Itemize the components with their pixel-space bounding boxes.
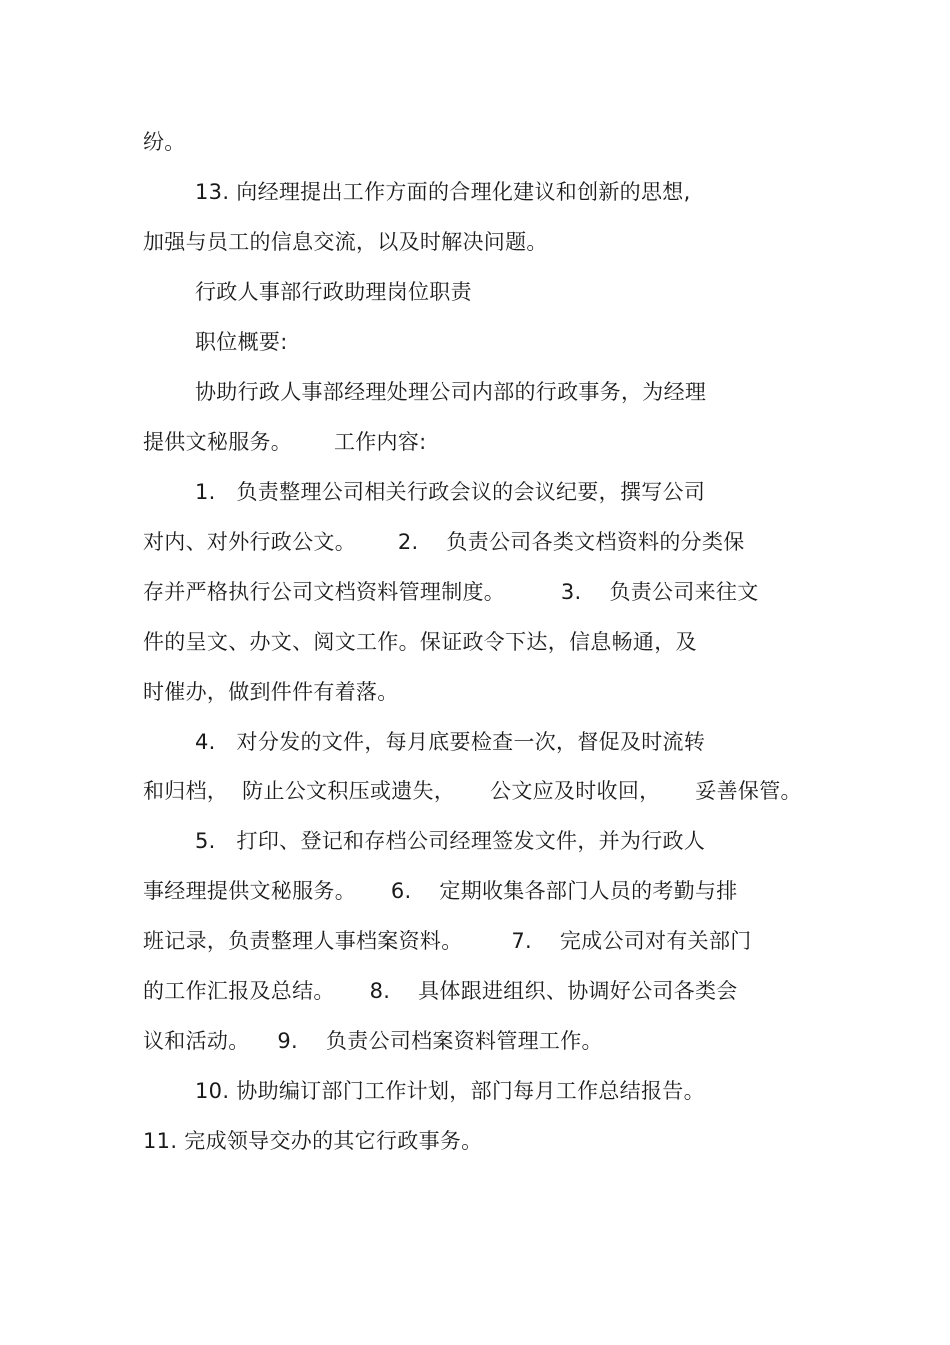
text-line: 1. 负责整理公司相关行政会议的会议纪要，撰写公司 — [195, 480, 706, 504]
text-line: 提供文秘服务。 工作内容: — [143, 430, 427, 454]
text-line: 协助行政人事部经理处理公司内部的行政事务，为经理 — [195, 380, 707, 404]
text-line: 的工作汇报及总结。 8. 具体跟进组织、协调好公司各类会 — [143, 979, 738, 1003]
text-line: 纷。 — [143, 130, 186, 154]
text-line: 4. 对分发的文件，每月底要检查一次，督促及时流转 — [195, 730, 706, 754]
text-line: 10. 协助编订部门工作计划，部门每月工作总结报告。 — [195, 1079, 705, 1103]
text-line: 议和活动。 9. 负责公司档案资料管理工作。 — [143, 1029, 603, 1053]
text-line: 加强与员工的信息交流，以及时解决问题。 — [143, 230, 548, 254]
text-line: 事经理提供文秘服务。 6. 定期收集各部门人员的考勤与排 — [143, 879, 738, 903]
text-line: 和归档， 防止公文积压或遗失， 公文应及时收回， 妥善保管。 — [143, 779, 802, 803]
text-line: 职位概要: — [195, 330, 288, 354]
section-heading: 行政人事部行政助理岗位职责 — [195, 280, 472, 304]
text-line: 13. 向经理提出工作方面的合理化建议和创新的思想, — [195, 180, 691, 204]
text-line: 11. 完成领导交办的其它行政事务。 — [143, 1129, 483, 1153]
text-line: 5. 打印、登记和存档公司经理签发文件，并为行政人 — [195, 829, 706, 853]
text-line: 件的呈文、办文、阅文工作。保证政令下达，信息畅通，及 — [143, 630, 697, 654]
text-line: 时催办，做到件件有着落。 — [143, 680, 399, 704]
text-line: 对内、对外行政公文。 2. 负责公司各类文档资料的分类保 — [143, 530, 745, 554]
text-line: 班记录，负责整理人事档案资料。 7. 完成公司对有关部门 — [143, 929, 752, 953]
text-line: 存并严格执行公司文档资料管理制度。 3. 负责公司来往文 — [143, 580, 759, 604]
